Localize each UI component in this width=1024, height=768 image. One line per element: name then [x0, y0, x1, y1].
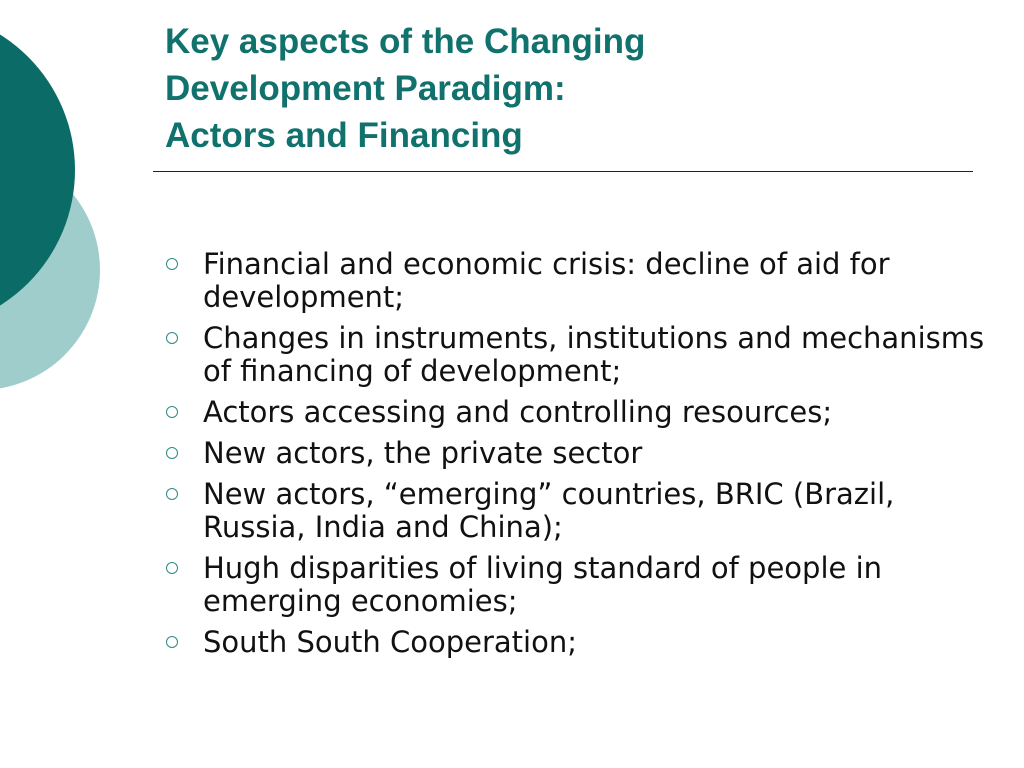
bullet-item: [165, 478, 985, 544]
bullet-text: South South Cooperation;: [203, 625, 577, 659]
hollow-circle-bullet-icon: [166, 447, 178, 459]
bullet-item: [165, 626, 985, 659]
bullet-text: New actors, the private sector: [203, 436, 643, 470]
bullet-item: [165, 552, 985, 618]
bullet-text: New actors, “emerging” countries, BRIC (Brazil, Russia, India and China);: [203, 477, 895, 544]
slide-title-line-1: Key aspects of the Changing: [165, 22, 646, 61]
slide-title: [165, 18, 965, 159]
hollow-circle-bullet-icon: [166, 332, 178, 344]
bullet-text: Actors accessing and controlling resources;: [203, 395, 833, 429]
hollow-circle-bullet-icon: [166, 488, 178, 500]
hollow-circle-bullet-icon: [166, 636, 178, 648]
bullet-item: [165, 248, 985, 314]
bullet-text: Changes in instruments, institutions and mechanisms of financing of development;: [203, 321, 985, 388]
bullet-item: [165, 437, 985, 470]
slide-title-line-3: Actors and Financing: [165, 116, 523, 155]
slide-title-line-2: Development Paradigm:: [165, 69, 566, 108]
hollow-circle-bullet-icon: [166, 562, 178, 574]
bullet-item: [165, 396, 985, 429]
hollow-circle-bullet-icon: [166, 258, 178, 270]
bullet-item: [165, 322, 985, 388]
title-divider: [153, 171, 973, 172]
bullet-text: Hugh disparities of living standard of people in emerging economies;: [203, 551, 883, 618]
bullet-list: [165, 248, 985, 667]
bullet-text: Financial and economic crisis: decline of aid for development;: [203, 247, 890, 314]
hollow-circle-bullet-icon: [166, 406, 178, 418]
